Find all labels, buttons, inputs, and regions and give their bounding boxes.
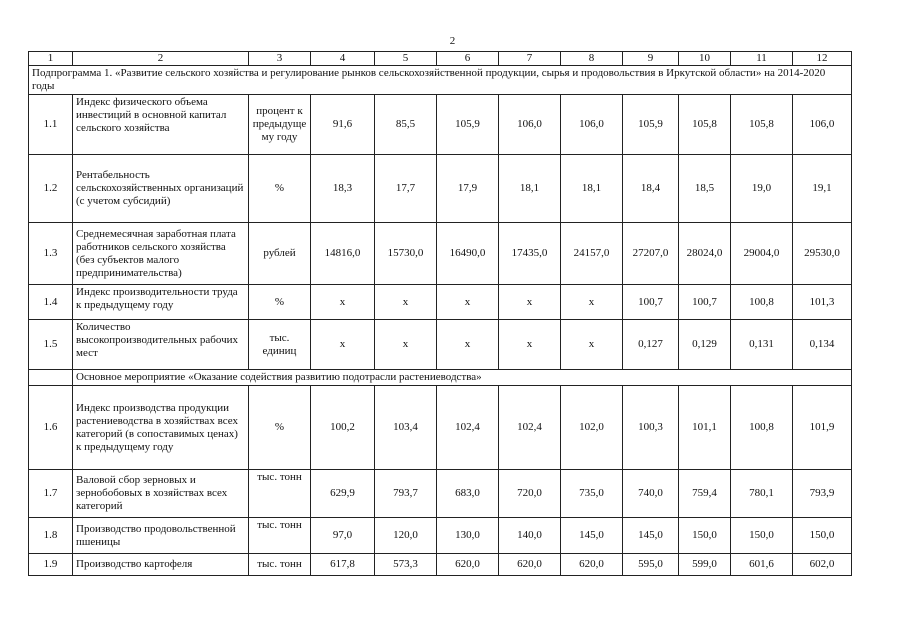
indicator-name: Рентабельность сельскохозяйственных организаций (с учетом субсидий) [73,155,249,223]
value-cell: 617,8 [311,554,375,576]
value-cell: 100,3 [623,386,679,470]
value-cell: 100,7 [679,285,731,320]
unit: % [249,155,311,223]
value-cell: 91,6 [311,95,375,155]
value-cell: 29004,0 [731,223,793,285]
value-cell: 573,3 [375,554,437,576]
value-cell: 100,2 [311,386,375,470]
value-cell: 601,6 [731,554,793,576]
column-number: 12 [793,52,852,66]
table-row [29,320,852,370]
column-number: 6 [437,52,499,66]
table-row [29,518,852,554]
value-cell: 103,4 [375,386,437,470]
value-cell: 15730,0 [375,223,437,285]
value-cell: x [375,320,437,370]
value-cell: 120,0 [375,518,437,554]
value-cell: 101,1 [679,386,731,470]
value-cell: 106,0 [561,95,623,155]
unit: тыс. единиц [249,320,311,370]
value-cell: 18,5 [679,155,731,223]
value-cell: 720,0 [499,470,561,518]
value-cell: 620,0 [561,554,623,576]
table-row [29,285,852,320]
value-cell: 18,1 [561,155,623,223]
value-cell: 28024,0 [679,223,731,285]
value-cell: 105,9 [437,95,499,155]
value-cell: 150,0 [679,518,731,554]
indicator-name: Производство продовольственной пшеницы [73,518,249,554]
value-cell: x [375,285,437,320]
value-cell: x [499,285,561,320]
row-number: 1.4 [29,285,73,320]
page-number: 2 [449,35,456,47]
value-cell: 19,1 [793,155,852,223]
indicator-name: Индекс физического объема инвестиций в основной капитал сельского хозяйства [73,95,249,155]
column-number: 7 [499,52,561,66]
column-number: 1 [29,52,73,66]
value-cell: 105,8 [731,95,793,155]
indicator-name: Валовой сбор зерновых и зернобобовых в хозяйствах всех категорий [73,470,249,518]
value-cell: x [499,320,561,370]
unit: процент к предыдуще му году [249,95,311,155]
indicators-table [28,51,852,576]
column-number: 8 [561,52,623,66]
activity-number-cell [29,370,73,386]
subprogram-row [29,66,852,95]
row-number: 1.1 [29,95,73,155]
value-cell: 85,5 [375,95,437,155]
value-cell: 145,0 [623,518,679,554]
row-number: 1.2 [29,155,73,223]
value-cell: 102,4 [499,386,561,470]
unit: тыс. тонн [249,554,311,576]
value-cell: 793,7 [375,470,437,518]
table-row [29,155,852,223]
value-cell: 0,134 [793,320,852,370]
value-cell: 97,0 [311,518,375,554]
value-cell: 27207,0 [623,223,679,285]
unit: рублей [249,223,311,285]
indicator-name: Индекс производства продукции растениеводства в хозяйствах всех категорий (в сопоставимых ценах) к предыдущему году [73,386,249,470]
column-number-row [29,52,852,66]
value-cell: 18,1 [499,155,561,223]
row-number: 1.8 [29,518,73,554]
value-cell: 599,0 [679,554,731,576]
value-cell: 16490,0 [437,223,499,285]
column-number: 10 [679,52,731,66]
value-cell: 105,9 [623,95,679,155]
value-cell: 595,0 [623,554,679,576]
subprogram-title: Подпрограмма 1. «Развитие сельского хозяйства и регулирование рынков сельскохозяйственной продукции, сырья и продовольствия в Иркутской области» на 2014-2020 годы [29,66,852,95]
value-cell: 150,0 [793,518,852,554]
column-number: 3 [249,52,311,66]
table-row [29,554,852,576]
value-cell: 793,9 [793,470,852,518]
unit: тыс. тонн [249,470,311,518]
value-cell: 602,0 [793,554,852,576]
value-cell: 740,0 [623,470,679,518]
value-cell: 145,0 [561,518,623,554]
value-cell: 18,4 [623,155,679,223]
value-cell: 18,3 [311,155,375,223]
value-cell: 17,9 [437,155,499,223]
value-cell: 29530,0 [793,223,852,285]
column-number: 4 [311,52,375,66]
value-cell: 0,129 [679,320,731,370]
row-number: 1.7 [29,470,73,518]
column-number: 5 [375,52,437,66]
value-cell: 24157,0 [561,223,623,285]
value-cell: 102,0 [561,386,623,470]
value-cell: 17,7 [375,155,437,223]
value-cell: x [561,320,623,370]
value-cell: 106,0 [499,95,561,155]
value-cell: 101,3 [793,285,852,320]
value-cell: x [311,320,375,370]
value-cell: 140,0 [499,518,561,554]
value-cell: 100,8 [731,386,793,470]
value-cell: 629,9 [311,470,375,518]
value-cell: 620,0 [437,554,499,576]
value-cell: x [561,285,623,320]
value-cell: 150,0 [731,518,793,554]
column-number: 11 [731,52,793,66]
table-row [29,470,852,518]
value-cell: 100,8 [731,285,793,320]
value-cell: 14816,0 [311,223,375,285]
value-cell: 130,0 [437,518,499,554]
value-cell: 735,0 [561,470,623,518]
value-cell: x [311,285,375,320]
value-cell: 683,0 [437,470,499,518]
value-cell: x [437,320,499,370]
value-cell: 17435,0 [499,223,561,285]
row-number: 1.6 [29,386,73,470]
value-cell: 780,1 [731,470,793,518]
value-cell: 101,9 [793,386,852,470]
column-number: 9 [623,52,679,66]
value-cell: 100,7 [623,285,679,320]
row-number: 1.9 [29,554,73,576]
value-cell: 105,8 [679,95,731,155]
table-row [29,223,852,285]
indicator-name: Среднемесячная заработная плата работников сельского хозяйства (без субъектов малого предпринимательства) [73,223,249,285]
value-cell: 620,0 [499,554,561,576]
indicator-name: Количество высокопроизводительных рабочих мест [73,320,249,370]
activity-title: Основное мероприятие «Оказание содействия развитию подотрасли растениеводства» [73,370,852,386]
value-cell: 0,131 [731,320,793,370]
unit: % [249,285,311,320]
indicator-name: Индекс производительности труда к предыдущему году [73,285,249,320]
value-cell: 759,4 [679,470,731,518]
value-cell: 106,0 [793,95,852,155]
table-row [29,95,852,155]
unit: % [249,386,311,470]
unit: тыс. тонн [249,518,311,554]
indicator-name: Производство картофеля [73,554,249,576]
row-number: 1.3 [29,223,73,285]
value-cell: x [437,285,499,320]
table-row [29,386,852,470]
value-cell: 19,0 [731,155,793,223]
column-number: 2 [73,52,249,66]
activity-row [29,370,852,386]
value-cell: 0,127 [623,320,679,370]
value-cell: 102,4 [437,386,499,470]
row-number: 1.5 [29,320,73,370]
